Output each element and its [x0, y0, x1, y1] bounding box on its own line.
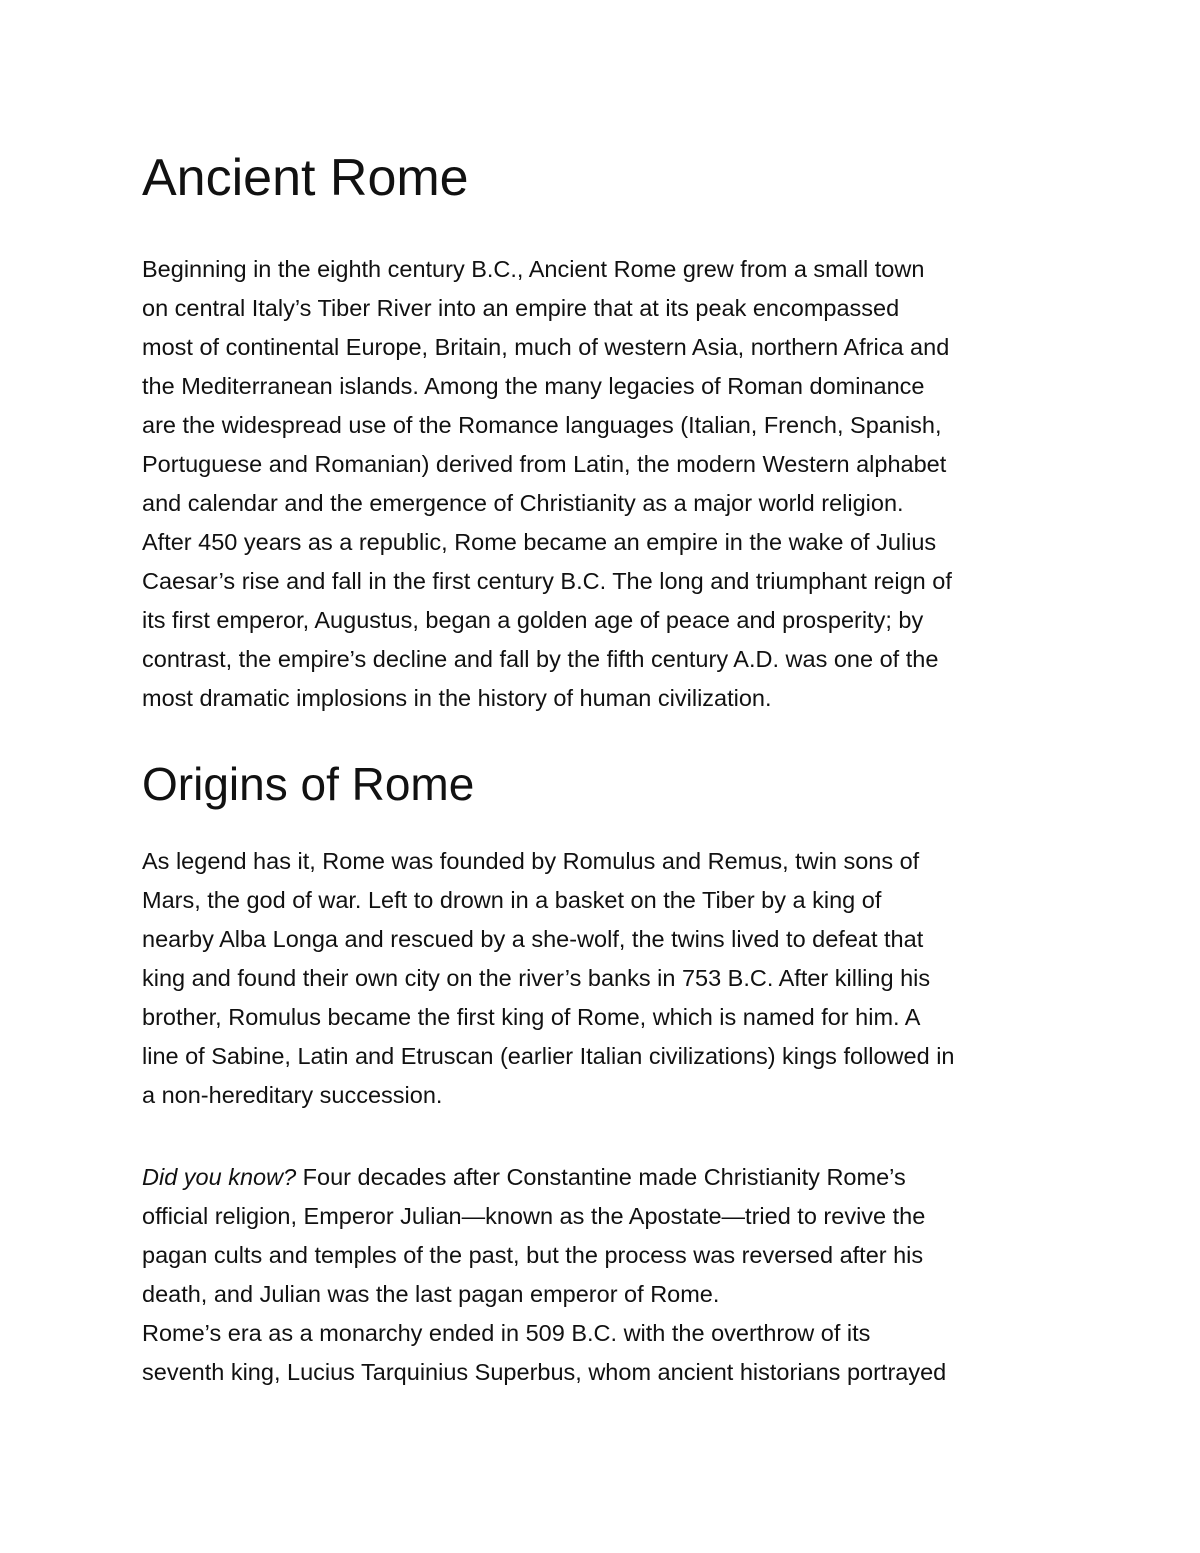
text-line: Beginning in the eighth century B.C., Ancient Rome grew from a small town: [142, 256, 925, 282]
text-line: and calendar and the emergence of Christianity as a major world religion.: [142, 490, 904, 516]
section-heading-origins: Origins of Rome: [142, 758, 475, 810]
text-line: the Mediterranean islands. Among the many legacies of Roman dominance: [142, 373, 925, 399]
text-line: Caesar’s rise and fall in the first century B.C. The long and triumphant reign of: [142, 568, 952, 594]
did-you-know-paragraph: [142, 1158, 1082, 1392]
text-line: line of Sabine, Latin and Etruscan (earlier Italian civilizations) kings followed in: [142, 1043, 955, 1069]
text-line: contrast, the empire’s decline and fall by the fifth century A.D. was one of the: [142, 646, 939, 672]
text-line: brother, Romulus became the first king of Rome, which is named for him. A: [142, 1004, 921, 1030]
text-line: After 450 years as a republic, Rome became an empire in the wake of Julius: [142, 529, 937, 555]
intro-paragraph: [142, 250, 1082, 718]
text-line: [142, 1158, 1082, 1197]
text-line: nearby Alba Longa and rescued by a she-wolf, the twins lived to defeat that: [142, 926, 924, 952]
text-line: Rome’s era as a monarchy ended in 509 B.C. with the overthrow of its: [142, 1320, 871, 1346]
text-line: seventh king, Lucius Tarquinius Superbus, whom ancient historians portrayed: [142, 1359, 947, 1385]
text-line: official religion, Emperor Julian—known as the Apostate—tried to revive the: [142, 1203, 926, 1229]
text-line: its first emperor, Augustus, began a golden age of peace and prosperity; by: [142, 607, 924, 633]
text-line: Portuguese and Romanian) derived from Latin, the modern Western alphabet: [142, 451, 947, 477]
text-line: death, and Julian was the last pagan emperor of Rome.: [142, 1281, 720, 1307]
text-line: most of continental Europe, Britain, much of western Asia, northern Africa and: [142, 334, 950, 360]
text-line: a non-hereditary succession.: [142, 1082, 443, 1108]
text-line: king and found their own city on the river’s banks in 753 B.C. After killing his: [142, 965, 931, 991]
text-line: pagan cults and temples of the past, but the process was reversed after his: [142, 1242, 924, 1268]
text-line: on central Italy’s Tiber River into an empire that at its peak encompassed: [142, 295, 900, 321]
text-line: are the widespread use of the Romance languages (Italian, French, Spanish,: [142, 412, 942, 438]
text-line: most dramatic implosions in the history of human civilization.: [142, 685, 772, 711]
text-line: Mars, the god of war. Left to drown in a basket on the Tiber by a king of: [142, 887, 882, 913]
origins-paragraph: [142, 842, 1082, 1115]
did-you-know-first-line: Four decades after Constantine made Christianity Rome’s: [296, 1164, 906, 1190]
did-you-know-label: Did you know?: [142, 1164, 297, 1190]
page-title: Ancient Rome: [142, 149, 469, 207]
text-line: As legend has it, Rome was founded by Romulus and Remus, twin sons of: [142, 848, 920, 874]
